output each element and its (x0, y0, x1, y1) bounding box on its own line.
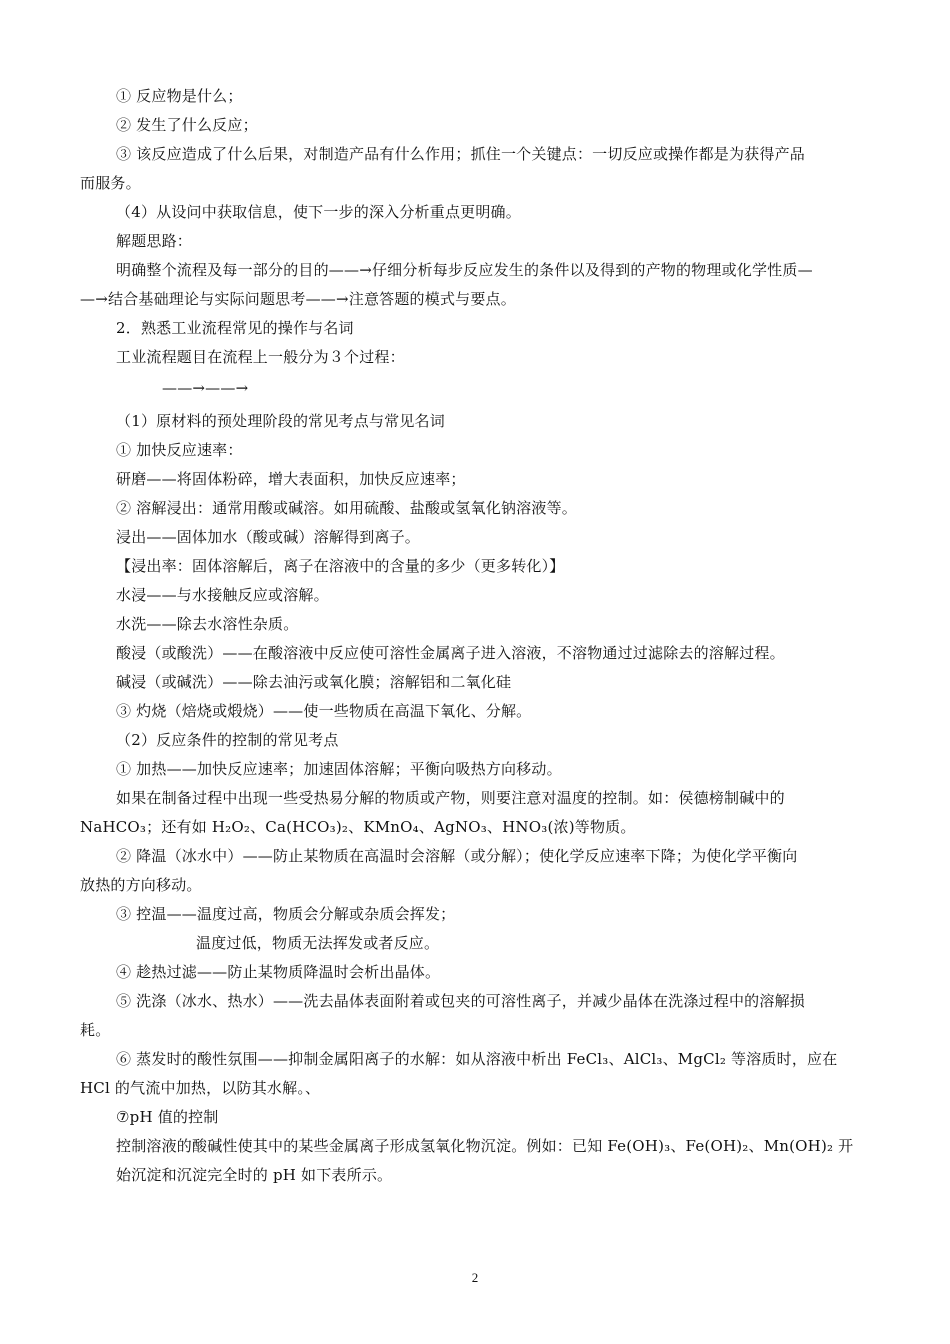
text-line: HCl 的气流中加热，以防其水解。、 (80, 1079, 321, 1097)
text-line: 明确整个流程及每一部分的目的——→仔细分析每步反应发生的条件以及得到的产物的物理或化学性质— (116, 261, 813, 279)
flow-arrows: ——→——→ (162, 379, 249, 397)
text-line: 水洗——除去水溶性杂质。 (116, 615, 299, 633)
text-line: ③ 控温——温度过高，物质会分解或杂质会挥发； (116, 905, 456, 923)
subsection-heading: （1）原材料的预处理阶段的常见考点与常见名词 (116, 412, 445, 430)
text-line: ② 降温（冰水中）——防止某物质在高温时会溶解（或分解）；使化学反应速率下降；为使化学平衡向 (116, 847, 798, 865)
text-line: ① 加快反应速率： (116, 441, 243, 459)
text-line: 研磨——将固体粉碎，增大表面积，加快反应速率； (116, 470, 466, 488)
text-line: ③ 该反应造成了什么后果，对制造产品有什么作用；抓住一个关键点：一切反应或操作都是为获得产品 (116, 145, 805, 163)
text-line: 而服务。 (80, 174, 141, 192)
text-line: ⑤ 洗涤（冰水、热水）——洗去晶体表面附着或包夹的可溶性离子，并减少晶体在洗涤过程中的溶解损 (116, 992, 805, 1010)
text-line: ② 发生了什么反应； (116, 116, 258, 134)
text-line: ② 溶解浸出：通常用酸或碱溶。如用硫酸、盐酸或氢氧化钠溶液等。 (116, 499, 577, 517)
text-line: ③ 灼烧（焙烧或煅烧）——使一些物质在高温下氧化、分解。 (116, 702, 532, 720)
text-line: ① 加热——加快反应速率；加速固体溶解；平衡向吸热方向移动。 (116, 760, 562, 778)
text-line: 工业流程题目在流程上一般分为３个过程： (116, 348, 405, 366)
text-line: 【浸出率：固体溶解后，离子在溶液中的含量的多少（更多转化）】 (116, 557, 565, 575)
text-line: ① 反应物是什么； (116, 87, 243, 105)
text-line: 水浸——与水接触反应或溶解。 (116, 586, 329, 604)
text-line: 放热的方向移动。 (80, 876, 202, 894)
text-line: 碱浸（或碱洗）——除去油污或氧化膜；溶解铝和二氧化硅 (116, 673, 512, 691)
text-line: （4）从设问中获取信息，使下一步的深入分析重点更明确。 (116, 203, 521, 221)
page-number: 2 (471, 1270, 479, 1285)
text-line: ④ 趁热过滤——防止某物质降温时会析出晶体。 (116, 963, 441, 981)
text-line: ⑥ 蒸发时的酸性氛围——抑制金属阳离子的水解：如从溶液中析出 FeCl₃、AlCl₃、MgCl₂ 等溶质时，应在 (116, 1050, 838, 1068)
text-line: 如果在制备过程中出现一些受热易分解的物质或产物，则要注意对温度的控制。如：侯德榜制碱中的 (116, 789, 785, 807)
subsection-heading: （2）反应条件的控制的常见考点 (116, 731, 339, 749)
text-line: 温度过低，物质无法挥发或者反应。 (196, 934, 440, 952)
text-line: 耗。 (80, 1021, 111, 1039)
text-line: 解题思路： (116, 232, 193, 250)
text-line: ⑦pH 值的控制 (116, 1108, 219, 1126)
text-line: —→结合基础理论与实际问题思考——→注意答题的模式与要点。 (80, 290, 516, 308)
section-heading: 2．熟悉工业流程常见的操作与名词 (116, 319, 354, 337)
text-line: 浸出——固体加水（酸或碱）溶解得到离子。 (116, 528, 421, 546)
text-line: 始沉淀和沉淀完全时的 pH 如下表所示。 (116, 1166, 393, 1184)
text-line: 控制溶液的酸碱性使其中的某些金属离子形成氢氧化物沉淀。例如：已知 Fe(OH)₃、Fe(OH)₂、Mn(OH)₂ 开 (116, 1137, 854, 1155)
text-line: NaHCO₃；还有如 H₂O₂、Ca(HCO₃)₂、KMnO₄、AgNO₃、HNO₃(浓)等物质。 (80, 818, 636, 836)
text-line: 酸浸（或酸洗）——在酸溶液中反应使可溶性金属离子进入溶液，不溶物通过过滤除去的溶解过程。 (116, 644, 785, 662)
